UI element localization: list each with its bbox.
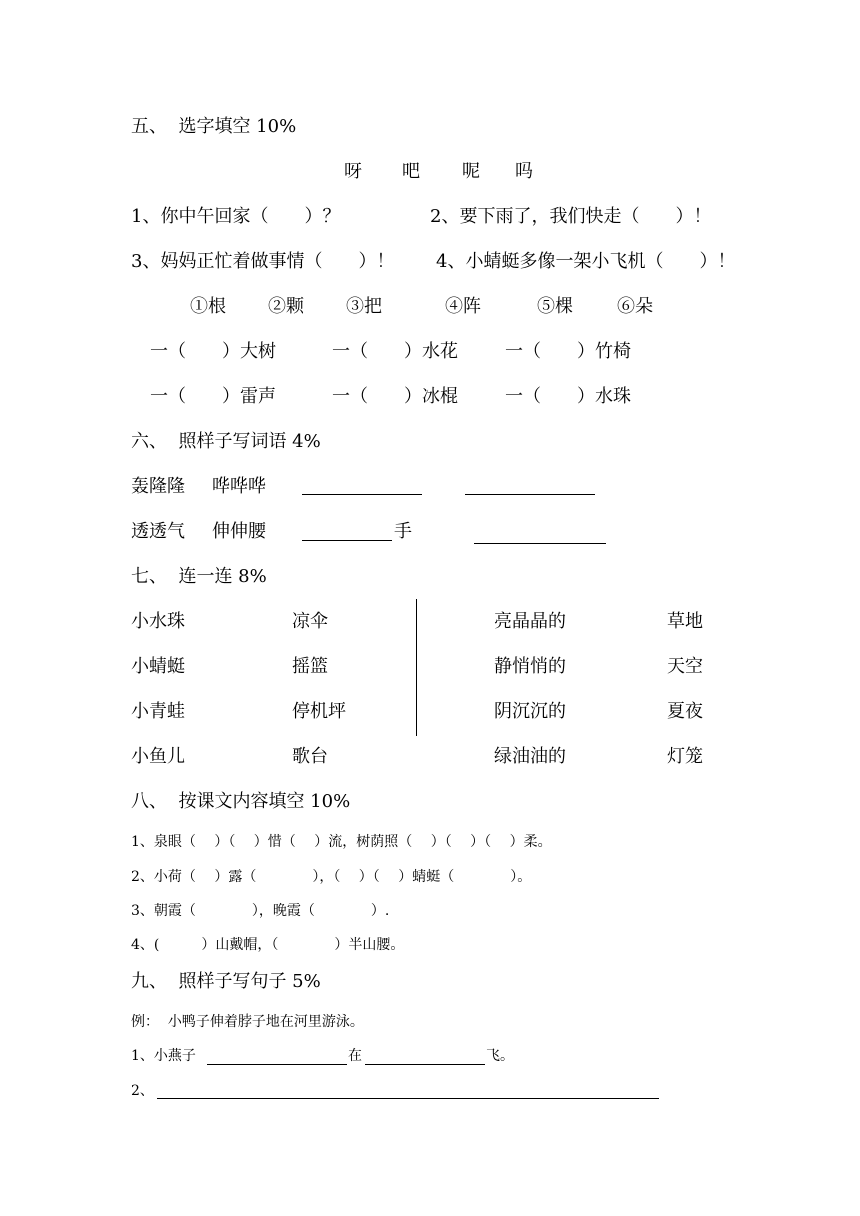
measure-word-blank: 一（ ）雷声	[150, 386, 276, 407]
measure-word-option: ⑥朵	[617, 296, 653, 317]
column-divider	[416, 599, 417, 736]
answer-line[interactable]	[365, 1064, 485, 1065]
measure-word-blank: 一（ ）大树	[150, 341, 276, 362]
match-item[interactable]: 小水珠	[131, 611, 185, 632]
fill-sentence: 1、你中午回家（ ）？	[131, 206, 341, 227]
particle-option: 呢	[462, 161, 480, 182]
q1-prefix: 1、小燕子	[131, 1048, 196, 1064]
answer-line[interactable]	[302, 540, 392, 541]
match-item[interactable]: 小鱼儿	[131, 746, 185, 767]
section-5-heading: 五、 选字填空 10%	[131, 116, 297, 137]
answer-line[interactable]	[302, 494, 422, 495]
match-item[interactable]: 歌台	[292, 746, 328, 767]
hand-suffix: 手	[394, 521, 412, 542]
match-item[interactable]: 停机坪	[292, 701, 346, 722]
poem-fill-line: 3、朝霞（ ），晚霞（ ）.	[131, 903, 390, 919]
fill-sentence: 3、妈妈正忙着做事情（ ）！	[131, 251, 395, 272]
example-word: 轰隆隆	[131, 476, 185, 497]
match-item[interactable]: 绿油油的	[494, 746, 566, 767]
match-item[interactable]: 夏夜	[667, 701, 703, 722]
measure-word-option: ②颗	[268, 296, 304, 317]
answer-line[interactable]	[465, 494, 595, 495]
answer-line[interactable]	[157, 1098, 659, 1099]
match-item[interactable]: 草地	[667, 611, 703, 632]
match-item[interactable]: 静悄悄的	[494, 656, 566, 677]
fill-sentence: 2、要下雨了，我们快走（ ）！	[430, 206, 712, 227]
match-item[interactable]: 阴沉沉的	[494, 701, 566, 722]
measure-word-option: ③把	[346, 296, 382, 317]
section-6-heading: 六、 照样子写词语 4%	[131, 431, 321, 452]
section-8-heading: 八、 按课文内容填空 10%	[131, 791, 351, 812]
poem-fill-line: 4、( ）山戴帽，（ ）半山腰。	[131, 937, 405, 953]
example-sentence: 例： 小鸭子伸着脖子地在河里游泳。	[131, 1014, 364, 1030]
particle-option: 吧	[402, 161, 420, 182]
q1-mid: 在	[348, 1048, 362, 1064]
measure-word-option: ④阵	[445, 296, 481, 317]
particle-option: 呀	[344, 161, 362, 182]
match-item[interactable]: 摇篮	[292, 656, 328, 677]
section-7-heading: 七、 连一连 8%	[131, 566, 267, 587]
example-word: 哗哗哗	[212, 476, 266, 497]
match-item[interactable]: 小青蛙	[131, 701, 185, 722]
match-item[interactable]: 天空	[667, 656, 703, 677]
match-item[interactable]: 小蜻蜓	[131, 656, 185, 677]
section-9-heading: 九、 照样子写句子 5%	[131, 971, 321, 992]
match-item[interactable]: 亮晶晶的	[494, 611, 566, 632]
measure-word-blank: 一（ ）冰棍	[332, 386, 458, 407]
answer-line[interactable]	[474, 543, 606, 544]
measure-word-blank: 一（ ）竹椅	[505, 341, 631, 362]
measure-word-option: ①根	[190, 296, 226, 317]
fill-sentence: 4、小蜻蜓多像一架小飞机（ ）！	[436, 251, 736, 272]
example-word: 伸伸腰	[212, 521, 266, 542]
example-word: 透透气	[131, 521, 185, 542]
match-item[interactable]: 灯笼	[667, 746, 703, 767]
particle-option: 吗	[515, 161, 533, 182]
q1-suffix: 飞。	[486, 1048, 514, 1064]
q2-prefix: 2、	[131, 1083, 154, 1099]
match-item[interactable]: 凉伞	[292, 611, 328, 632]
poem-fill-line: 1、泉眼（ ）（ ）惜（ ）流，树荫照（ ）（ ）（ ）柔。	[131, 834, 552, 850]
measure-word-blank: 一（ ）水珠	[505, 386, 631, 407]
answer-line[interactable]	[207, 1064, 347, 1065]
poem-fill-line: 2、小荷（ ）露（ ），（ ）（ ）蜻蜓（ ）。	[131, 869, 532, 885]
measure-word-option: ⑤棵	[537, 296, 573, 317]
measure-word-blank: 一（ ）水花	[332, 341, 458, 362]
